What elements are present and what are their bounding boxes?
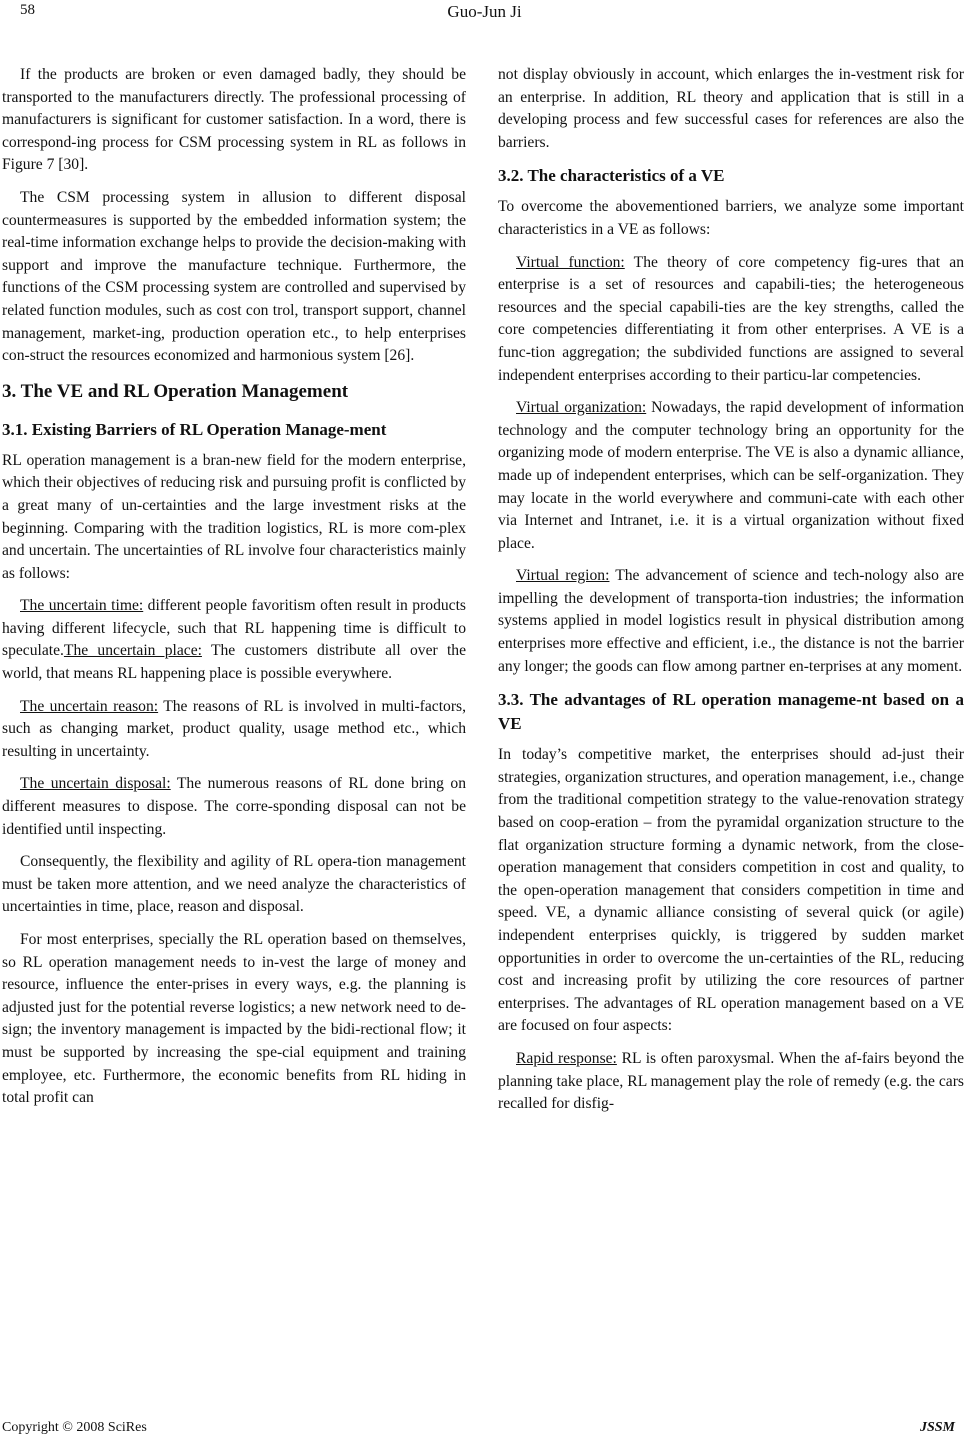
right-column [498,64,964,1126]
paragraph: If the products are broken or even damaged badly, they should be transported to the manufacturers directly. The professional processing of manufacturers is significant for customer satisfaction. In a word, there is correspond-ing process for CSM processing system in RL as follows in Figure 7 [30]. [2,66,466,174]
paragraph [498,397,964,555]
term-underlined: Virtual organization: [516,399,647,417]
paragraph [2,595,466,685]
paragraph [498,565,964,678]
paragraph-text: RL is often paroxysmal. When the af-fairs beyond the planning take place, RL management play the role of remedy (e.g. the cars recalled for disfig- [498,1049,964,1113]
paragraph: The CSM processing system in allusion to different disposal countermeasures is supported by the embedded information system; the real-time information exchange helps to provide the decision-making with support and improve the manufacture technique. Furthermore, the functions of the CSM processing system are controlled and supervised by related function modules, such as cost con trol, transport support, channel management, market-ing, production operation etc., to help enterprises con-struct the resources economized and harmonious system [26]. [2,188,466,365]
paragraph-text: different people favoritism often result in products having different lifecycle, such that RL happening time is difficult to speculate. [2,597,466,660]
left-column [2,64,466,1120]
subsection-heading: 3.1. Existing Barriers of RL Operation Manage-ment [2,419,387,439]
subsection-heading: 3.3. The advantages of RL operation manageme-nt based on a VE [498,690,964,734]
paragraph [498,252,964,388]
term-underlined: Rapid response: [516,1049,617,1067]
paragraph [2,773,466,841]
paragraph: Consequently, the flexibility and agility of RL opera-tion management must be taken more attention, and we need analyze the characteristics of uncertainties in time, place, reason and disposal. [2,853,466,916]
paragraph-text: The customers distribute all over the world, that means RL happening place is possible everywhere. [2,642,467,683]
term-underlined: The uncertain reason: [20,697,159,715]
paragraph: For most enterprises, specially the RL operation based on themselves, so RL operation management needs to in-vest the large of money and resource, influence the enter-prises in every ways, e.g. the planning is adjusted just for the potential reverse logistics; a new network need to de-sign; the inventory management is impacted by the bidi-rectional flow; it must be supported by increasing the spe-cial equipment and training employee, etc. Furthermore, the economic benefits from RL hiding in total profit can [2,931,466,1107]
term-underlined: Virtual region: [516,567,610,585]
term-underlined: Virtual function: [516,253,625,271]
term-underlined: The uncertain disposal: [20,775,171,793]
subsection-heading: 3.2. The characteristics of a VE [498,166,725,186]
paragraph-text: The reasons of RL is involved in multi-factors, such as changing market, product quality, usage method etc., which resulting in uncertainty. [2,697,466,760]
paragraph: RL operation management is a bran-new field for the modern enterprise, which their objectives of reducing risk and pursuing profit is conflicted by a great many of un-certainties and the large investment risks at the beginning. Comparing with the tradition logistics, RL is more com-plex and uncertain. The uncertainties of RL involve four characteristics mainly as follows: [2,451,466,582]
term-underlined: The uncertain time: [20,597,144,615]
running-title: Guo-Jun Ji [447,2,522,21]
paragraph [498,1048,964,1116]
paragraph-text: The theory of core competency fig-ures that an enterprise is a set of resources and capabili-ties; the heterogeneous resources and the special capabili-ties are the key strengths, called the core competencies differentiating it from other enterprises. A VE is a func-tion aggregation; the subdivided functions are assigned to several independent enterprises according to their particu-lar competencies. [498,253,964,384]
journal-name: JSSM [919,1420,955,1435]
term-underlined: The uncertain place: [63,642,202,660]
copyright-notice: Copyright © 2008 SciRes [2,1420,147,1435]
paragraph-text: The numerous reasons of RL done bring on different measures to dispose. The corre-sponding disposal can not be identified until inspecting. [2,775,466,838]
section-heading: 3. The VE and RL Operation Management [2,380,349,402]
page-number: 58 [20,2,35,18]
paragraph-text: The advancement of science and tech-nology also are impelling the development of transporta-tion industries; the information systems applied in model logistics result in physical distribution among enterprises more effective and efficient, i.e., the distance is not the barrier any longer; the goods can flow among partner en-terprises at any moment. [498,567,964,675]
paragraph [2,696,466,764]
paragraph: In today’s competitive market, the enterprises should ad-just their strategies, organization structures, and operation management, i.e., change from the traditional competition strategy to the value-renovation strategy based on coop-eration – from the pyramidal organization structure to the flat organization structure forming a dynamic network, from the close-operation management that considers competition in cost and quality, to the open-operation management that considers competition in time and speed. VE, a dynamic alliance consisting of several quick (or agile) independent enterprises quickly, is triggered by sudden market opportunities in order to overcome the un-certainties of the RL, reducing cost and increasing profit by utilizing the core resources of partner enterprises. The advantages of RL operation management based on a VE are focused on four aspects: [498,746,964,1035]
paragraph: not display obviously in account, which enlarges the in-vestment risk for an enterprise. In addition, RL theory and application that is still in a developing process and few successful cases for references are also the barriers. [498,66,964,151]
paragraph: To overcome the abovementioned barriers, we analyze some important characteristics in a VE as follows: [498,198,964,238]
paragraph-text: Nowadays, the rapid development of information technology and the computer technology bring an opportunity for the organizing mode of modern enterprise. The VE is also a dynamic alliance, made up of independent enterprises, which can be self-organization. They may locate in the world everywhere and communi-cate with each other via Internet and Intranet, i.e. it is a virtual organization without fixed place. [498,399,965,552]
